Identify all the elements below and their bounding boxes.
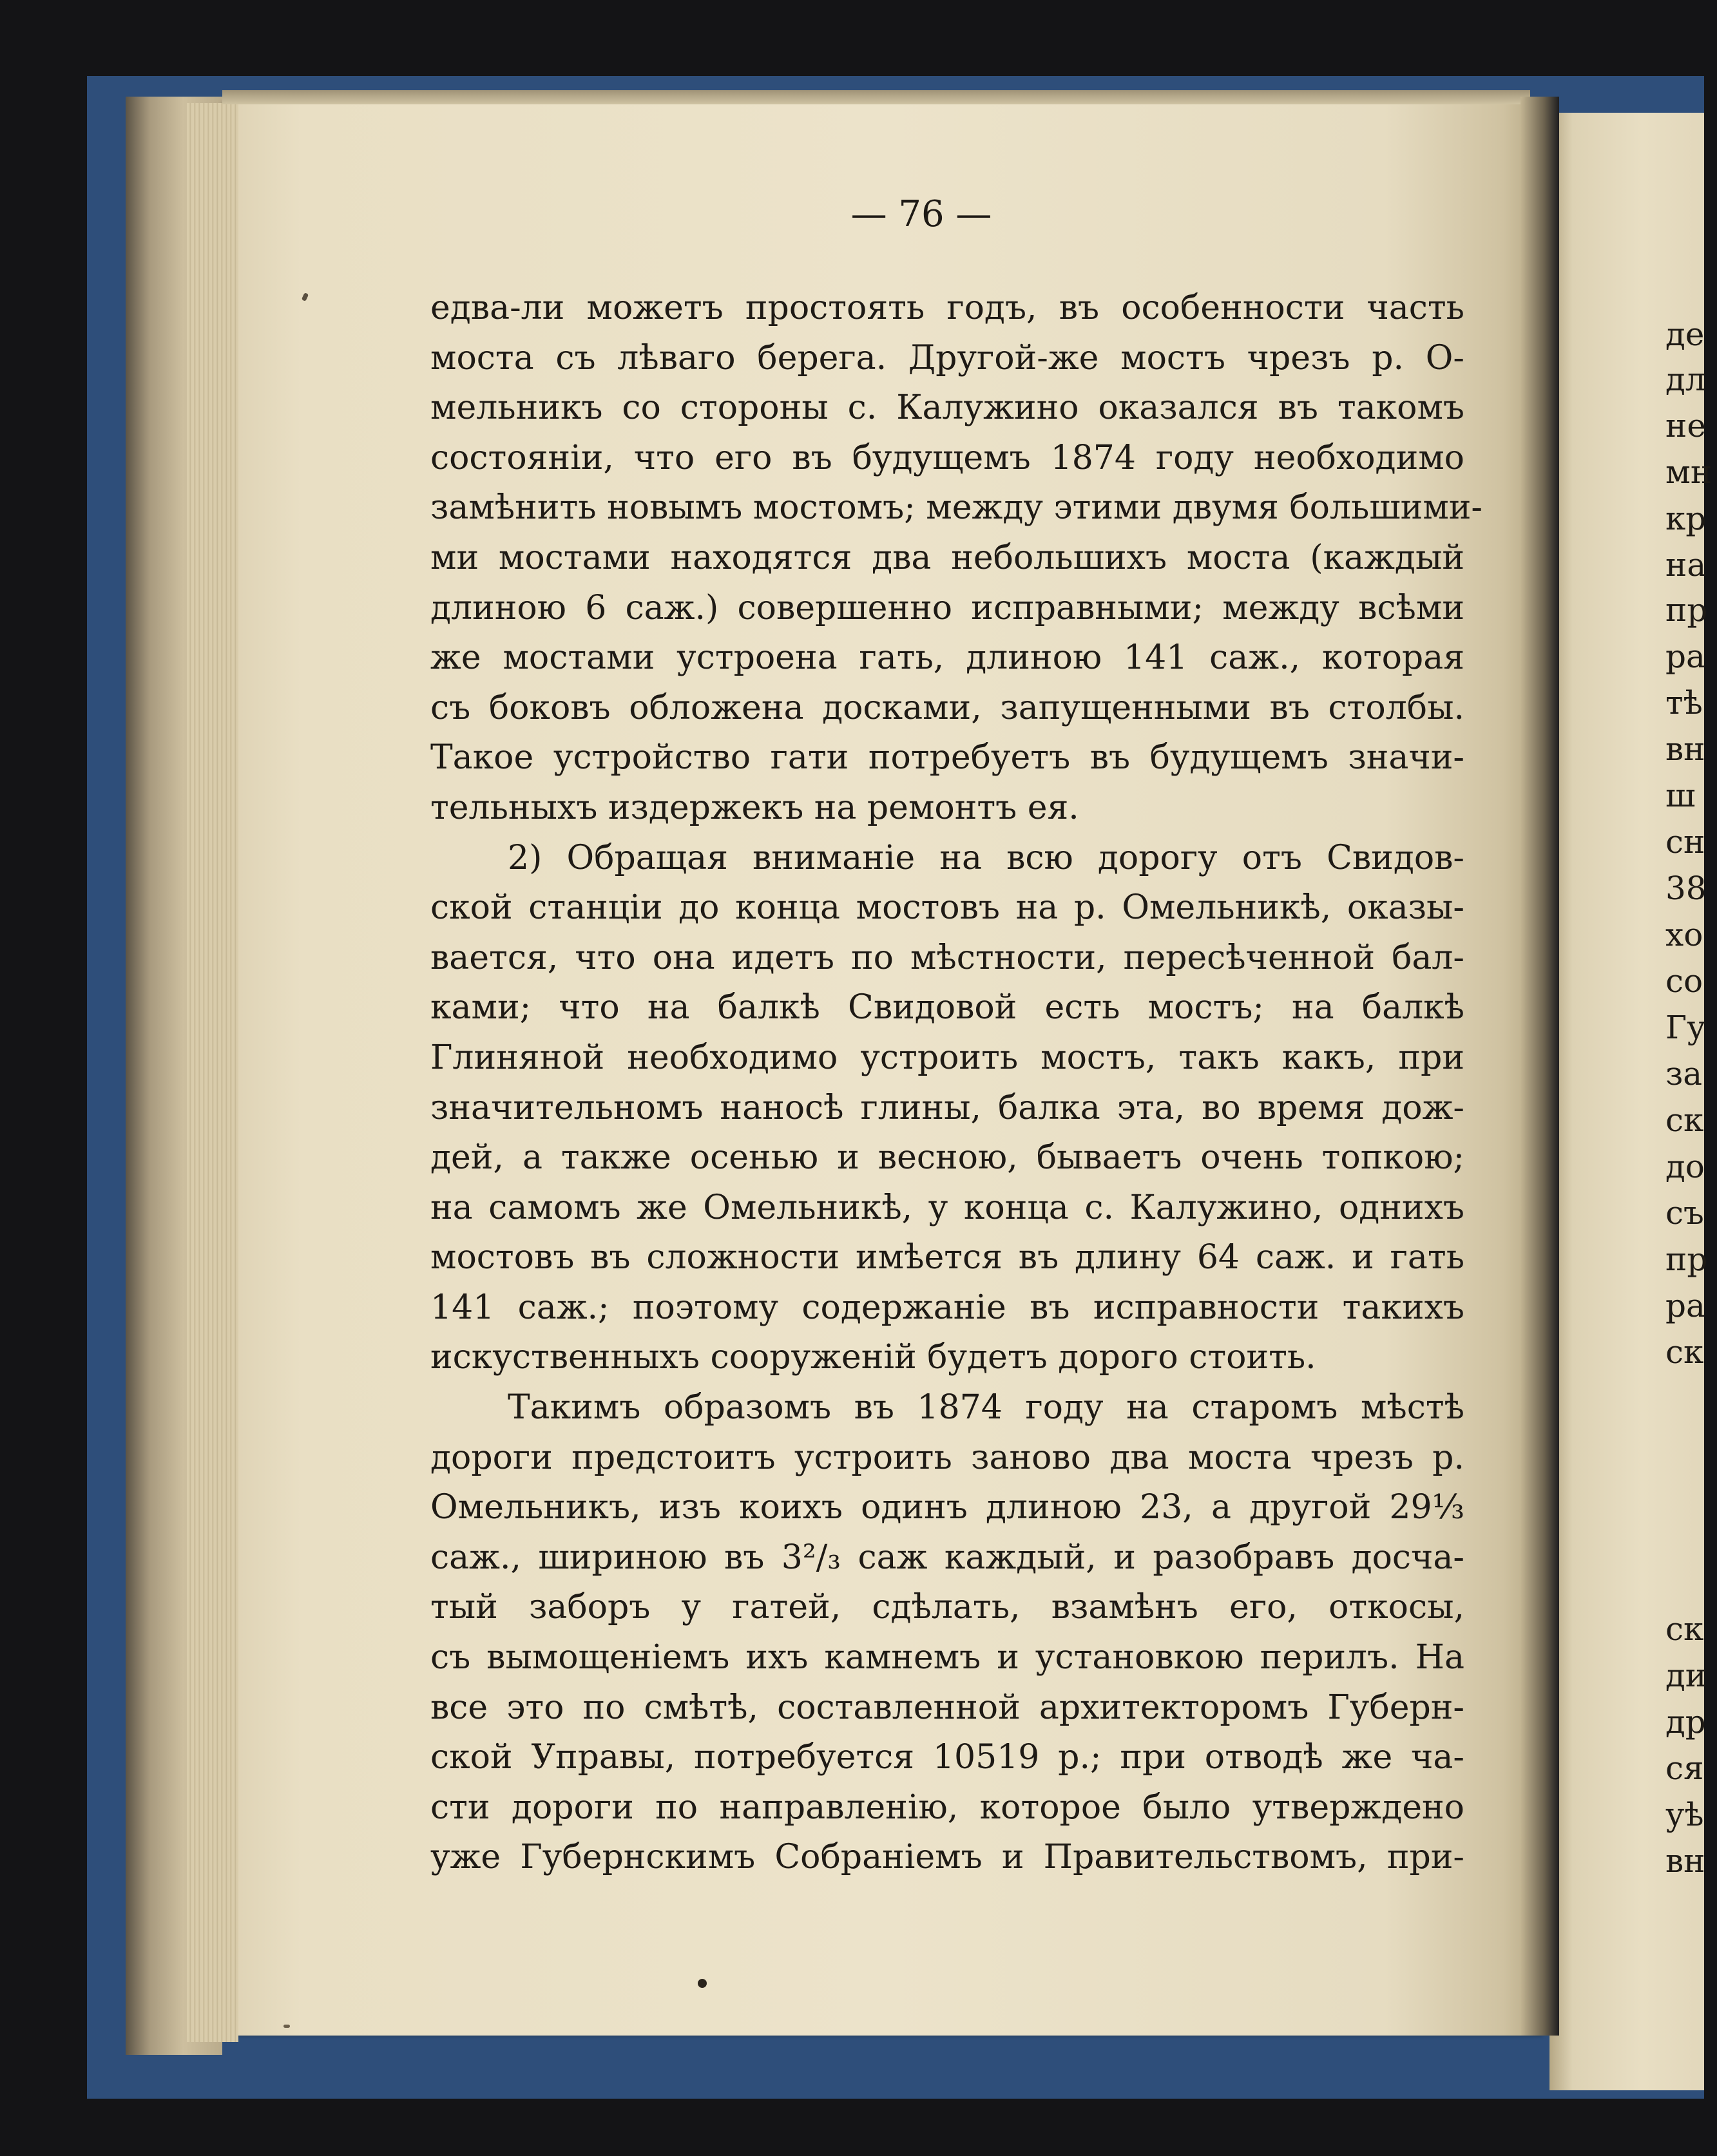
page-number: — 76 — [850, 193, 992, 235]
text-line: на самомъ же Омельникѣ, у конца с. Калужино, однихъ [430, 1188, 1464, 1227]
text-line: съ боковъ обложена досками, запущенными въ столбы. [430, 688, 1464, 727]
fragment: др [1665, 1703, 1706, 1741]
text-line: съ вымощеніемъ ихъ камнемъ и установкою перилъ. На [430, 1638, 1464, 1677]
text-line: едва-ли можетъ простоять годъ, въ особенности часть [430, 289, 1464, 327]
text-line: дороги предстоитъ устроить заново два моста чрезъ р. [430, 1438, 1464, 1477]
book-gutter [1520, 97, 1559, 2036]
text-line: тый заборъ у гатей, сдѣлать, взамѣнъ его, откосы, [430, 1588, 1464, 1627]
fragment: сн [1665, 823, 1705, 861]
fragment: ся [1665, 1750, 1704, 1787]
text-line: ской Управы, потребуется 10519 р.; при отводѣ же ча- [430, 1738, 1464, 1777]
fragment: ш [1665, 777, 1696, 814]
fragment: до [1665, 1148, 1705, 1185]
fragment: мн [1665, 453, 1712, 491]
text-line: ками; что на балкѣ Свидовой есть мостъ; на балкѣ [430, 988, 1464, 1027]
ink-dot [698, 1979, 707, 1988]
text-line: ми мостами находятся два небольшихъ моста (каждый [430, 538, 1464, 577]
text-line: сти дороги по направленію, которое было утверждено [430, 1788, 1464, 1827]
text-line: искуственныхъ сооруженій будетъ дорого стоить. [430, 1338, 1316, 1377]
text-line: мостовъ въ сложности имѣется въ длину 64 саж. и гать [430, 1238, 1464, 1277]
paper-speck [283, 2025, 290, 2028]
fragment: дл [1665, 361, 1706, 398]
fragment: ди [1665, 1657, 1707, 1694]
text-line: 141 саж.; поэтому содержаніе въ исправности такихъ [430, 1288, 1464, 1327]
fragment: ра [1665, 1287, 1705, 1324]
fragment: ра [1665, 638, 1705, 675]
fragment: ск [1665, 1610, 1704, 1648]
text-line: ской станціи до конца мостовъ на р. Омельникѣ, оказы- [430, 888, 1464, 928]
text-line: мельникъ со стороны с. Калужино оказался въ такомъ [430, 388, 1464, 428]
fragment: пр [1665, 1241, 1708, 1278]
fragment: вн [1665, 730, 1705, 768]
top-page-edge [222, 90, 1530, 104]
page-body-text [430, 283, 1482, 1883]
text-line: Глиняной необходимо устроить мостъ, такъ какъ, при [430, 1038, 1464, 1077]
fragment: уѣ [1665, 1796, 1704, 1833]
fragment: кр [1665, 500, 1707, 537]
fragment: за [1665, 1055, 1703, 1092]
page-stack-edge [187, 103, 238, 2042]
text-line: тельныхъ издержекъ на ремонтъ ея. [430, 788, 1079, 827]
text-line: 2) Обращая вниманіе на всю дорогу отъ Свидов- [508, 838, 1464, 877]
text-line: дей, а также осенью и весною, бываетъ очень топкою; [430, 1138, 1464, 1178]
fragment: со [1665, 962, 1703, 1000]
fragment: 38 [1665, 870, 1707, 907]
fragment: на [1665, 546, 1707, 584]
text-line: Такое устройство гати потребуетъ въ будущемъ значи- [430, 738, 1464, 777]
text-line: значительномъ наносѣ глины, балка эта, во время дож- [430, 1088, 1464, 1127]
fragment: ск [1665, 1102, 1704, 1139]
text-line: состояніи, что его въ будущемъ 1874 году необходимо [430, 438, 1464, 477]
text-line: уже Губернскимъ Собраніемъ и Правительствомъ, при- [430, 1838, 1464, 1877]
fragment: тѣ [1665, 684, 1703, 721]
text-line: саж., шириною въ 3²/₃ саж каждый, и разобравъ досча- [430, 1538, 1464, 1577]
fragment: вн [1665, 1842, 1705, 1880]
fragment: де [1665, 316, 1705, 353]
fragment: хо [1665, 916, 1703, 953]
text-line: все это по смѣтѣ, составленной архитекторомъ Губерн- [430, 1688, 1464, 1727]
text-line: длиною 6 саж.) совершенно исправными; между всѣми [430, 588, 1464, 627]
fragment: пр [1665, 591, 1708, 629]
text-line: же мостами устроена гать, длиною 141 саж., которая [430, 638, 1464, 678]
fragment: ск [1665, 1333, 1704, 1371]
text-line: моста съ лѣваго берега. Другой-же мостъ чрезъ р. О- [430, 338, 1464, 377]
text-line: Омельникъ, изъ коихъ одинъ длиною 23, а другой 29⅓ [430, 1488, 1464, 1527]
fragment: Гу [1665, 1009, 1706, 1046]
text-line: замѣнить новымъ мостомъ; между этими двумя большими- [430, 488, 1482, 528]
text-line: Такимъ образомъ въ 1874 году на старомъ мѣстѣ [508, 1388, 1464, 1427]
fragment: не [1665, 407, 1706, 444]
fragment: съ [1665, 1194, 1704, 1232]
text-line: вается, что она идетъ по мѣстности, пересѣченной бал- [430, 938, 1464, 977]
